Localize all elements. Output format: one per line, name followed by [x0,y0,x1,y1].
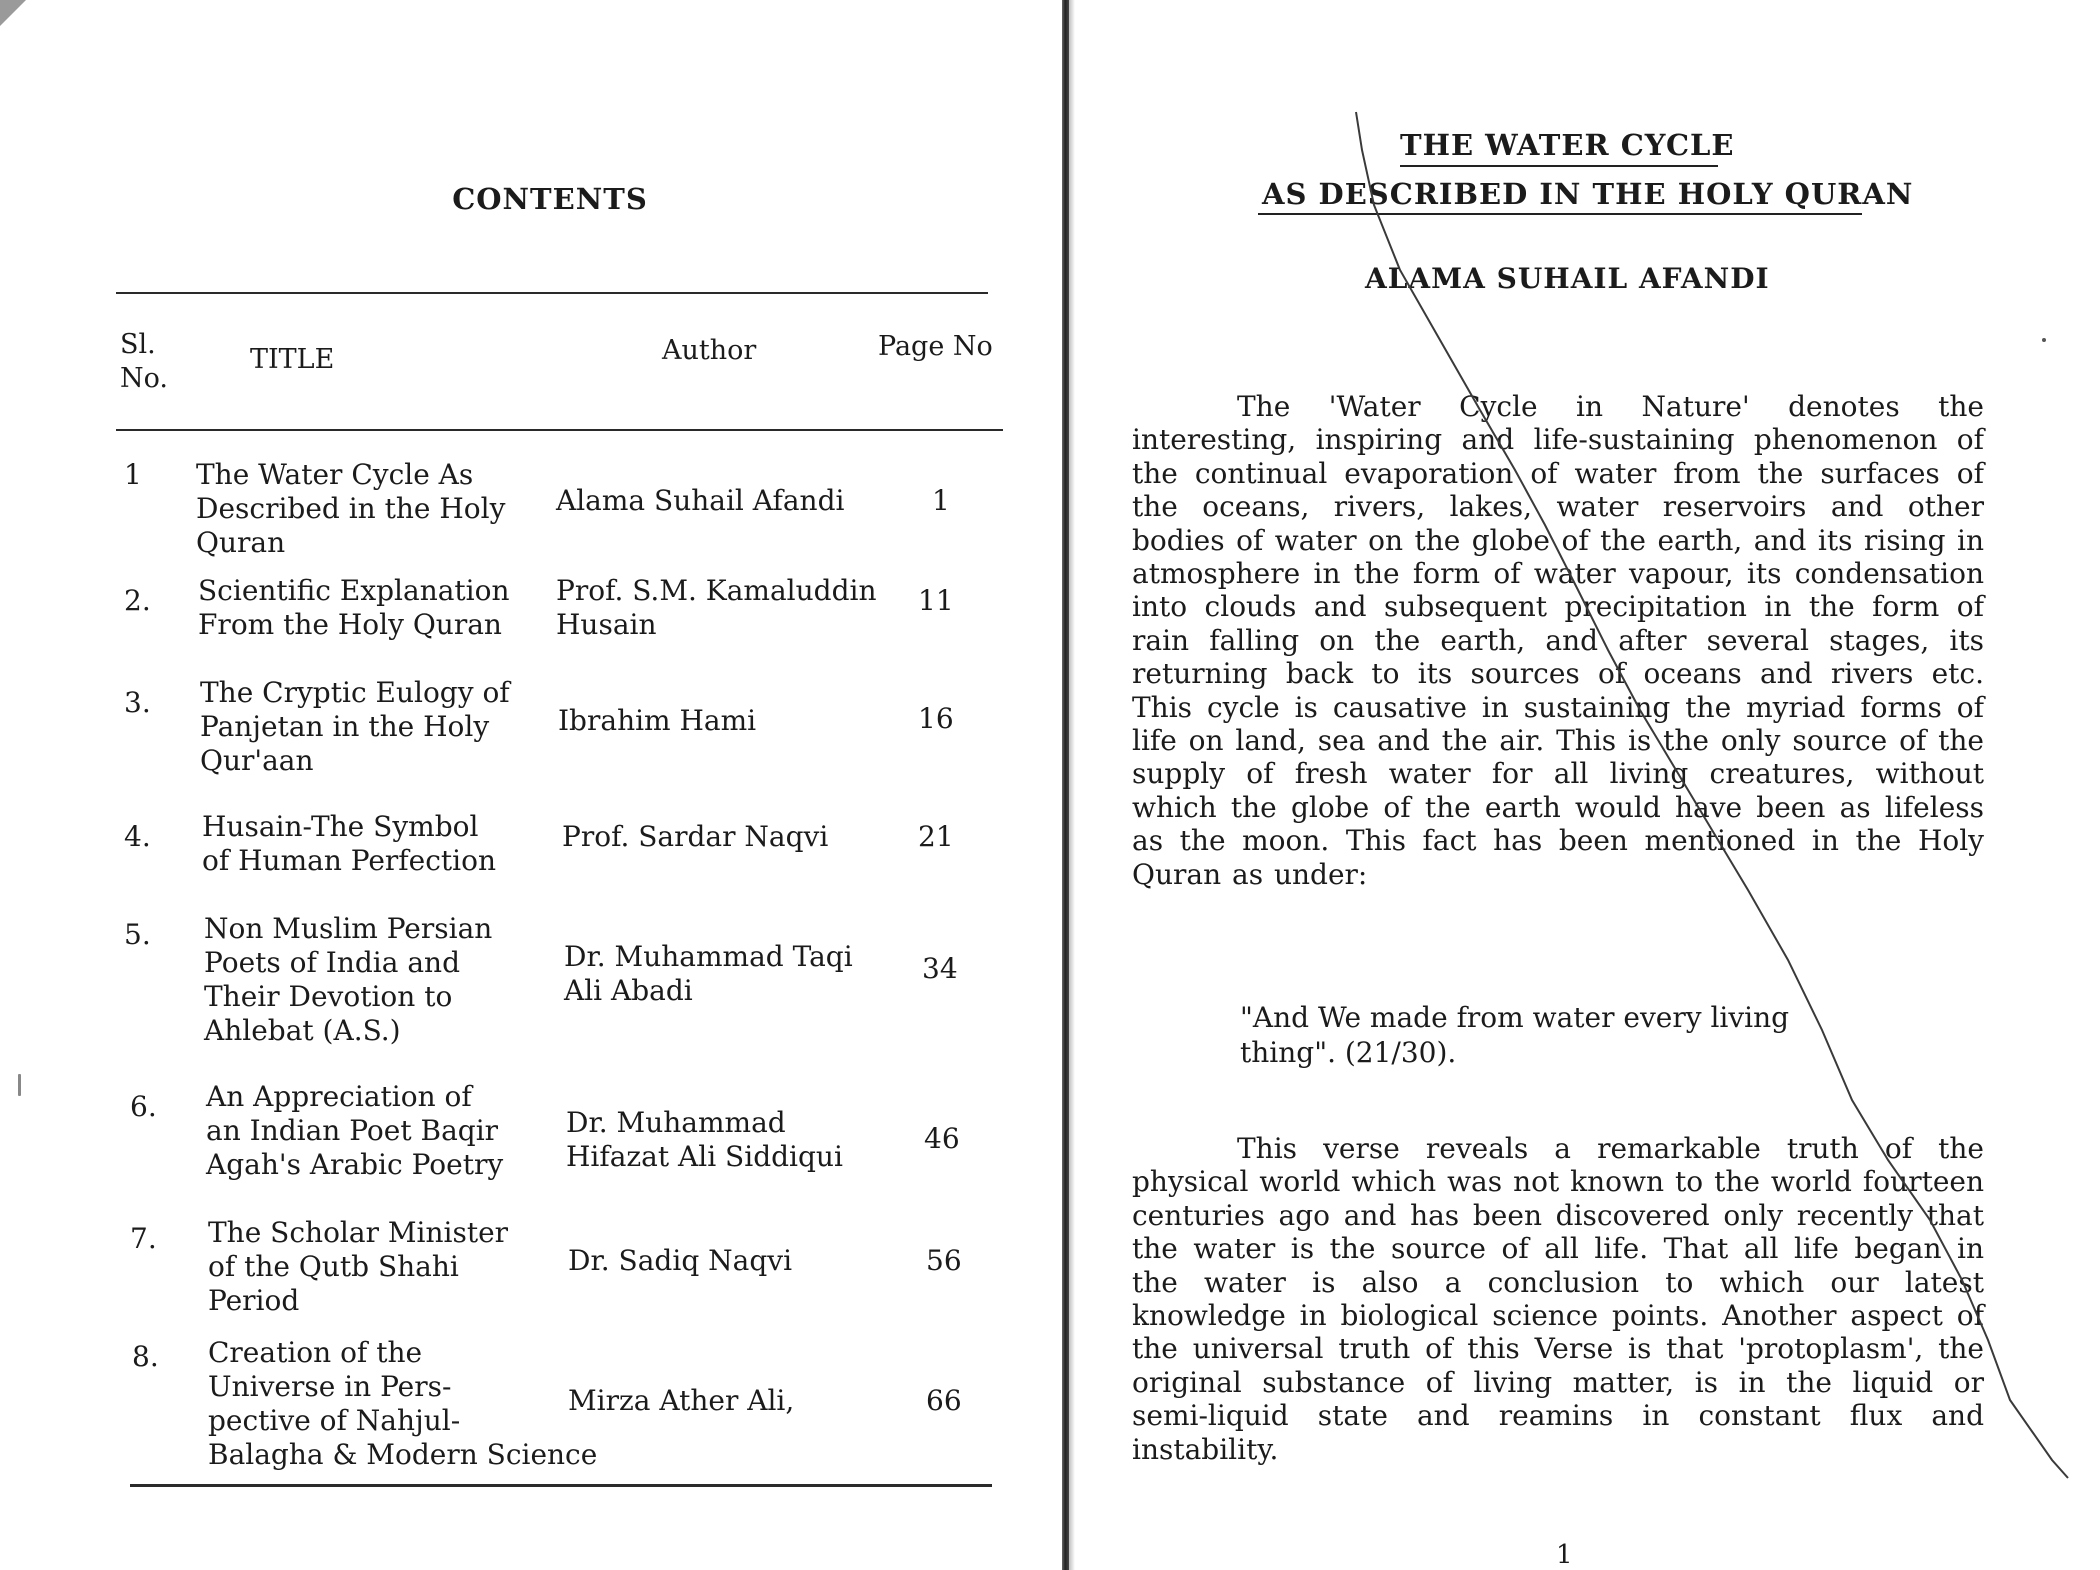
row-title: Scientific Explanation From the Holy Quran [198,574,510,641]
row-page: 21 [918,820,954,853]
quran-quote: "And We made from water every living thing". (21/30). [1240,1001,1790,1069]
header-author: Author [662,335,757,366]
article-title-line-1: THE WATER CYCLE [1400,128,1735,162]
row-page: 66 [926,1384,962,1417]
header-page-number: Page No [878,331,993,362]
title-underline-1 [1400,165,1718,167]
row-title: The Scholar Minister of the Qutb Shahi Period [208,1216,509,1317]
article-author: ALAMA SUHAIL AFANDI [1365,262,1770,295]
row-page: 1 [932,484,950,517]
scan-speck [18,1074,21,1096]
header-title: TITLE [250,344,335,375]
article-title-line-2: AS DESCRIBED IN THE HOLY QURAN [1262,177,1914,211]
row-page: 34 [922,952,958,985]
row-number: 3. [124,686,151,719]
contents-heading: CONTENTS [452,182,648,216]
row-title: The Cryptic Eulogy of Panjetan in the Holy Qur'aan [200,676,510,777]
article-paragraph-2: This verse reveals a remarkable truth of the physical world which was not known to the world fourteen centuries ago and has been discovered only recently that the water is the source of all life. That all life began in the water is also a conclusion to which our latest knowledge in biological science points. Another aspect of the universal truth of this Verse is that 'protoplasm', the original substance of living matter, is in the liquid or semi-liquid state and reamins in constant flux and instability. [1132,1132,1984,1466]
scan-speck [2042,338,2046,342]
row-author: Dr. Muhammad Hifazat Ali Siddiqui [566,1106,843,1173]
row-author: Ibrahim Hami [558,704,757,737]
row-number: 5. [124,918,151,951]
row-author: Prof. Sardar Naqvi [562,820,829,853]
row-title: Non Muslim Persian Poets of India and Their Devotion to Ahlebat (A.S.) [204,912,493,1047]
row-page: 16 [918,702,954,735]
row-author: Prof. S.M. Kamaluddin Husain [556,574,877,641]
row-page: 11 [918,584,954,617]
row-title: The Water Cycle As Described in the Holy Quran [196,458,506,559]
article-paragraph-1: The 'Water Cycle in Nature' denotes the interesting, inspiring and life-sustaining phenomenon of the continual evaporation of water from the surfaces of the oceans, rivers, lakes, water reservoirs and other bodies of water on the globe of the earth, and its rising in atmosphere in the form of water vapour, its condensation into clouds and subsequent precipitation in the form of rain falling on the earth, and after several stages, its returning back to its sources of oceans and rivers etc. This cycle is causative in sustaining the myriad forms of life on land, sea and the air. This is the only source of the supply of fresh water for all living creatures, without which the globe of the earth would have been as lifeless as the moon. This fact has been mentioned in the Holy Quran as under: [1132,390,1984,891]
header-serial-number: Sl. No. [120,329,168,394]
row-author: Mirza Ather Ali, [568,1384,795,1417]
row-number: 7. [130,1222,157,1255]
row-number: 4. [124,820,151,853]
row-author: Dr. Muhammad Taqi Ali Abadi [564,940,853,1007]
table-bottom-rule [130,1484,992,1487]
row-page: 56 [926,1244,962,1277]
row-title: An Appreciation of an Indian Poet Baqir Agah's Arabic Poetry [206,1080,504,1181]
row-number: 6. [130,1090,157,1123]
row-author: Alama Suhail Afandi [556,484,845,517]
row-author: Dr. Sadiq Naqvi [568,1244,793,1277]
row-title: Creation of the Universe in Pers- pective of Nahjul- Balagha & Modern Science [208,1336,598,1471]
title-underline-2 [1258,213,1862,215]
table-top-rule [116,292,988,294]
row-number: 2. [124,584,151,617]
table-header-rule [116,429,1003,431]
row-page: 46 [924,1122,960,1155]
row-number: 8. [132,1340,159,1373]
scan-corner-mark [0,0,26,26]
book-gutter [1062,0,1069,1570]
page-number: 1 [1556,1540,1573,1570]
row-number: 1 [124,458,142,491]
gutter-shadow [1069,0,1075,1570]
row-title: Husain-The Symbol of Human Perfection [202,810,496,877]
